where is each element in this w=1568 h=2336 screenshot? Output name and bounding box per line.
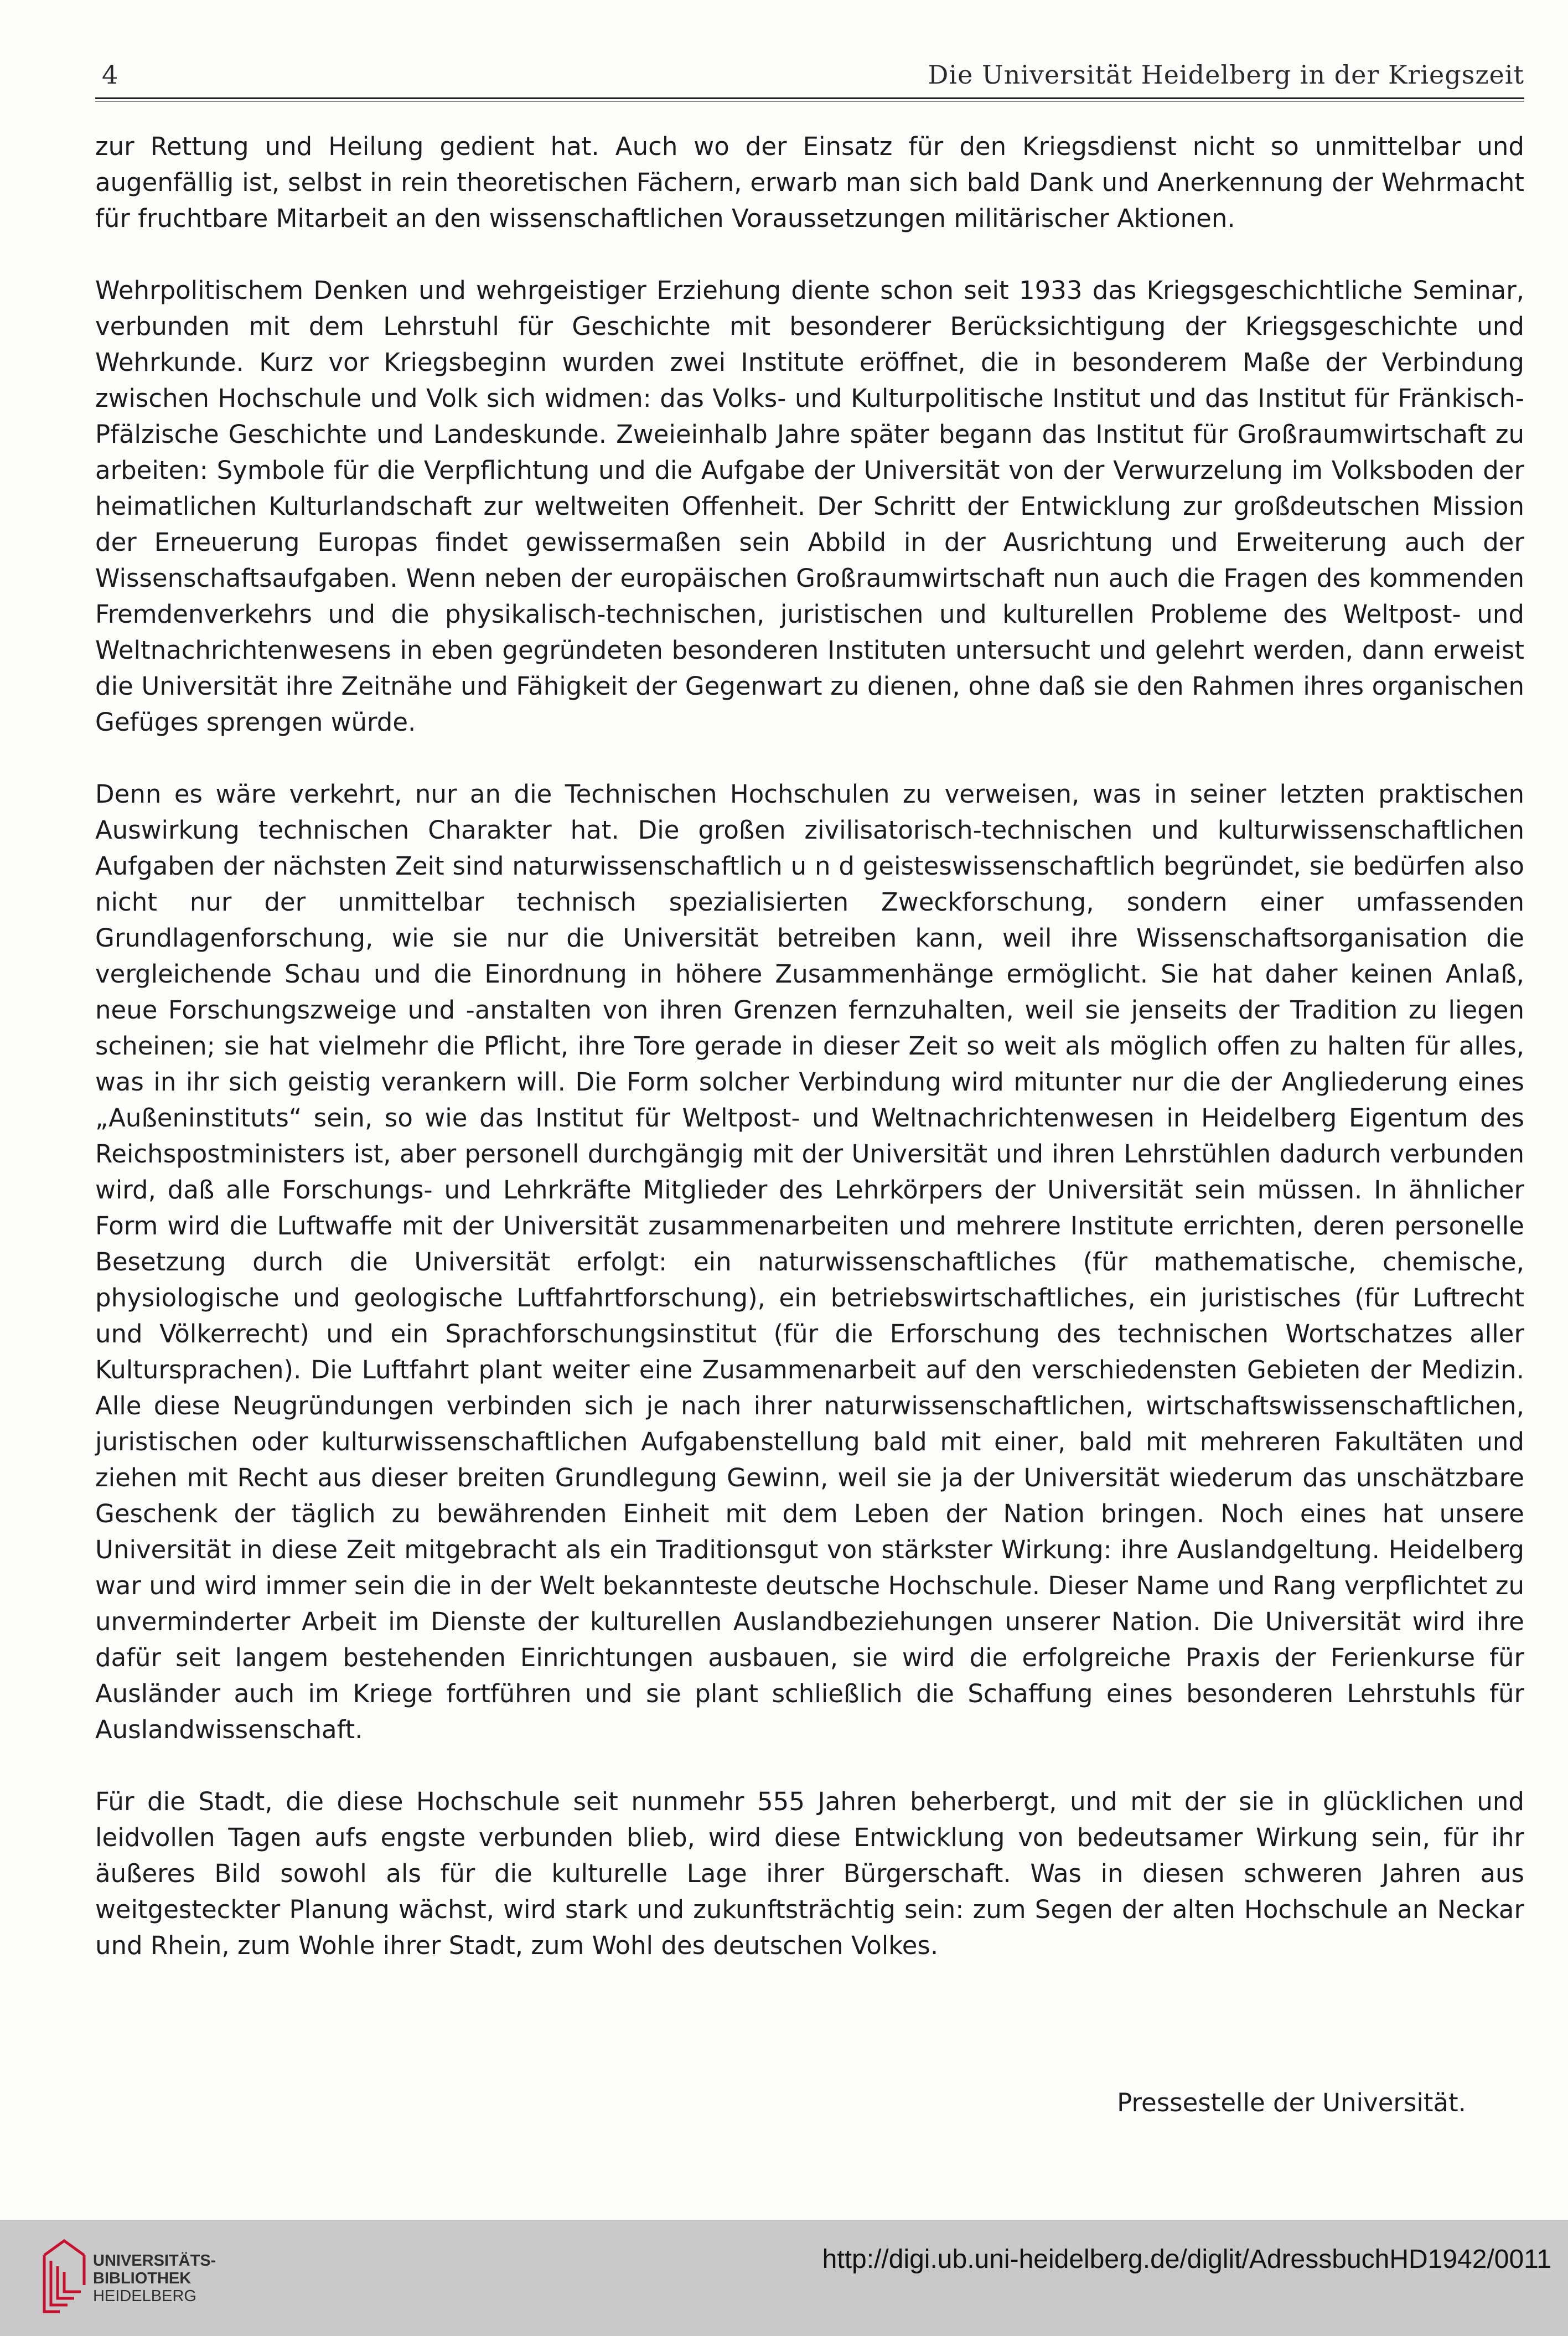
paragraph: Denn es wäre verkehrt, nur an die Technischen Hochschulen zu verweisen, was in seiner letzten praktischen Auswirkung technischen Charakter hat. Die großen zivilisatorisch-technischen und kulturwissenschaftlichen Aufgaben der nächsten Zeit sind naturwissenschaftlich u n d geisteswissenschaftlich begründet, sie bedürfen also nicht nur der unmittelbar technisch spezialisierten Zweckforschung, sondern einer umfassenden Grundlagenforschung, wie sie nur die Universität betreiben kann, weil ihre Wissenschaftsorganisation die vergleichende Schau und die Einordnung in höhere Zusammenhänge ermöglicht. Sie hat daher keinen Anlaß, neue Forschungszweige und -anstalten von ihren Grenzen fernzuhalten, weil sie jenseits der Tradition zu liegen scheinen; sie hat vielmehr die Pflicht, ihre Tore gerade in dieser Zeit so weit als möglich offen zu halten für alles, was in ihr sich geistig verankern will. Die Form solcher Verbindung wird mitunter nur die der Angliederung eines „Außeninstituts“ sein, so wie das Institut für Weltpost- und Weltnachrichtenwesen in Heidelberg Eigentum des Reichspostministers ist, aber personell durchgängig mit der Universität und ihren Lehrstühlen dadurch verbunden wird, daß alle Forschungs- und Lehrkräfte Mitglieder des Lehrkörpers der Universität sein müssen. In ähnlicher Form wird die Luftwaffe mit der Universität zusammenarbeiten und mehrere Institute errichten, deren personelle Besetzung durch die Universität erfolgt: ein naturwissenschaftliches (für mathematische, chemische, physiologische und geologische Luftfahrtforschung), ein betriebswirtschaftliches, ein juristisches (für Luftrecht und Völkerrecht) und ein Sprachforschungsinstitut (für die Erforschung des technischen Wortschatzes aller Kultursprachen). Die Luftfahrt plant weiter eine Zusammenarbeit auf den verschiedensten Gebieten der Medizin. Alle diese Neugründungen verbinden sich je nach ihrer naturwissenschaftlichen, wirtschaftswissenschaftlichen, juristischen oder kulturwissenschaftlichen Aufgabenstellung bald mit einer, bald mit mehreren Fakultäten und ziehen mit Recht aus dieser breiten Grundlegung Gewinn, weil sie ja der Universität wiederum das unschätzbare Geschenk der täglich zu bewährenden Einheit mit dem Leben der Nation bringen. Noch eines hat unsere Universität in diese Zeit mitgebracht als ein Traditionsgut von stärkster Wirkung: ihre Auslandgeltung. Heidelberg war und wird immer sein die in der Welt bekannteste deutsche Hochschule. Dieser Name und Rang verpflichtet zu unverminderter Arbeit im Dienste der kulturellen Auslandbeziehungen unserer Nation. Die Universität wird ihre dafür seit langem bestehenden Einrichtungen ausbauen, sie wird die erfolgreiche Praxis der Ferienkurse für Ausländer auch im Kriege fortführen und sie plant schließlich die Schaffung eines besonderen Lehrstuhls für Auslandwissenschaft.	[95, 779, 1524, 1744]
library-name-line: UNIVERSITÄTS-	[93, 2252, 216, 2270]
running-title: Die Universität Heidelberg in der Kriegszeit	[928, 60, 1524, 90]
body-text	[95, 128, 1524, 1999]
ub-heidelberg-logo-icon[interactable]	[40, 2239, 87, 2317]
page-number: 4	[102, 60, 118, 90]
paragraph: Wehrpolitischem Denken und wehrgeistiger Erziehung diente schon seit 1933 das Kriegsgeschichtliche Seminar, verbunden mit dem Lehrstuhl für Geschichte mit besonderer Berücksichtigung der Kriegsgeschichte und Wehrkunde. Kurz vor Kriegsbeginn wurden zwei Institute eröffnet, die in besonderem Maße der Verbindung zwischen Hochschule und Volk sich widmen: das Volks- und Kulturpolitische Institut und das Institut für Fränkisch-Pfälzische Geschichte und Landeskunde. Zweieinhalb Jahre später begann das Institut für Großraumwirtschaft zu arbeiten: Symbole für die Verpflichtung und die Aufgabe der Universität von der Verwurzelung im Volksboden der heimatlichen Kulturlandschaft zur weltweiten Offenheit. Der Schritt der Entwicklung zur großdeutschen Mission der Erneuerung Europas findet gewissermaßen sein Abbild in der Ausrichtung und Erweiterung auch der Wissenschaftsaufgaben. Wenn neben der europäischen Großraumwirtschaft nun auch die Fragen des kommenden Fremdenverkehrs und die physikalisch-technischen, juristischen und kulturellen Probleme des Weltpost- und Weltnachrichtenwesens in eben gegründeten besonderen Instituten untersucht und gelehrt werden, dann erweist die Universität ihre Zeitnähe und Fähigkeit der Gegenwart zu dienen, ohne daß sie den Rahmen ihres organischen Gefüges sprengen würde.	[95, 276, 1524, 737]
source-url-link[interactable]: http://digi.ub.uni-heidelberg.de/diglit/AdressbuchHD1942/0011	[822, 2245, 1551, 2274]
library-name-line: HEIDELBERG	[93, 2287, 196, 2305]
header-rule	[95, 97, 1524, 102]
page-header	[95, 55, 1524, 100]
library-name-line: BIBLIOTHEK	[93, 2270, 192, 2287]
paragraph: zur Rettung und Heilung gedient hat. Auch wo der Einsatz für den Kriegsdienst nicht so unmittelbar und augenfällig ist, selbst in rein theoretischen Fächern, erwarb man sich bald Dank und Anerkennung der Wehrmacht für fruchtbare Mitarbeit an den wissenschaftlichen Voraussetzungen militärischer Aktionen.	[95, 132, 1524, 233]
signature: Pressestelle der Universität.	[1117, 2088, 1466, 2117]
footer-band	[0, 2220, 1568, 2336]
library-name	[93, 2252, 216, 2305]
paragraph: Für die Stadt, die diese Hochschule seit nunmehr 555 Jahren beherbergt, und mit der sie in glücklichen und leidvollen Tagen aufs engste verbunden blieb, wird diese Entwicklung von bedeutsamer Wirkung sein, für ihr äußeres Bild sowohl als für die kulturelle Lage ihrer Bürgerschaft. Was in diesen schweren Jahren aus weitgesteckter Planung wächst, wird stark und zukunftsträchtig sein: zum Segen der alten Hochschule an Neckar und Rhein, zum Wohle ihrer Stadt, zum Wohl des deutschen Volkes.	[95, 1787, 1524, 1960]
